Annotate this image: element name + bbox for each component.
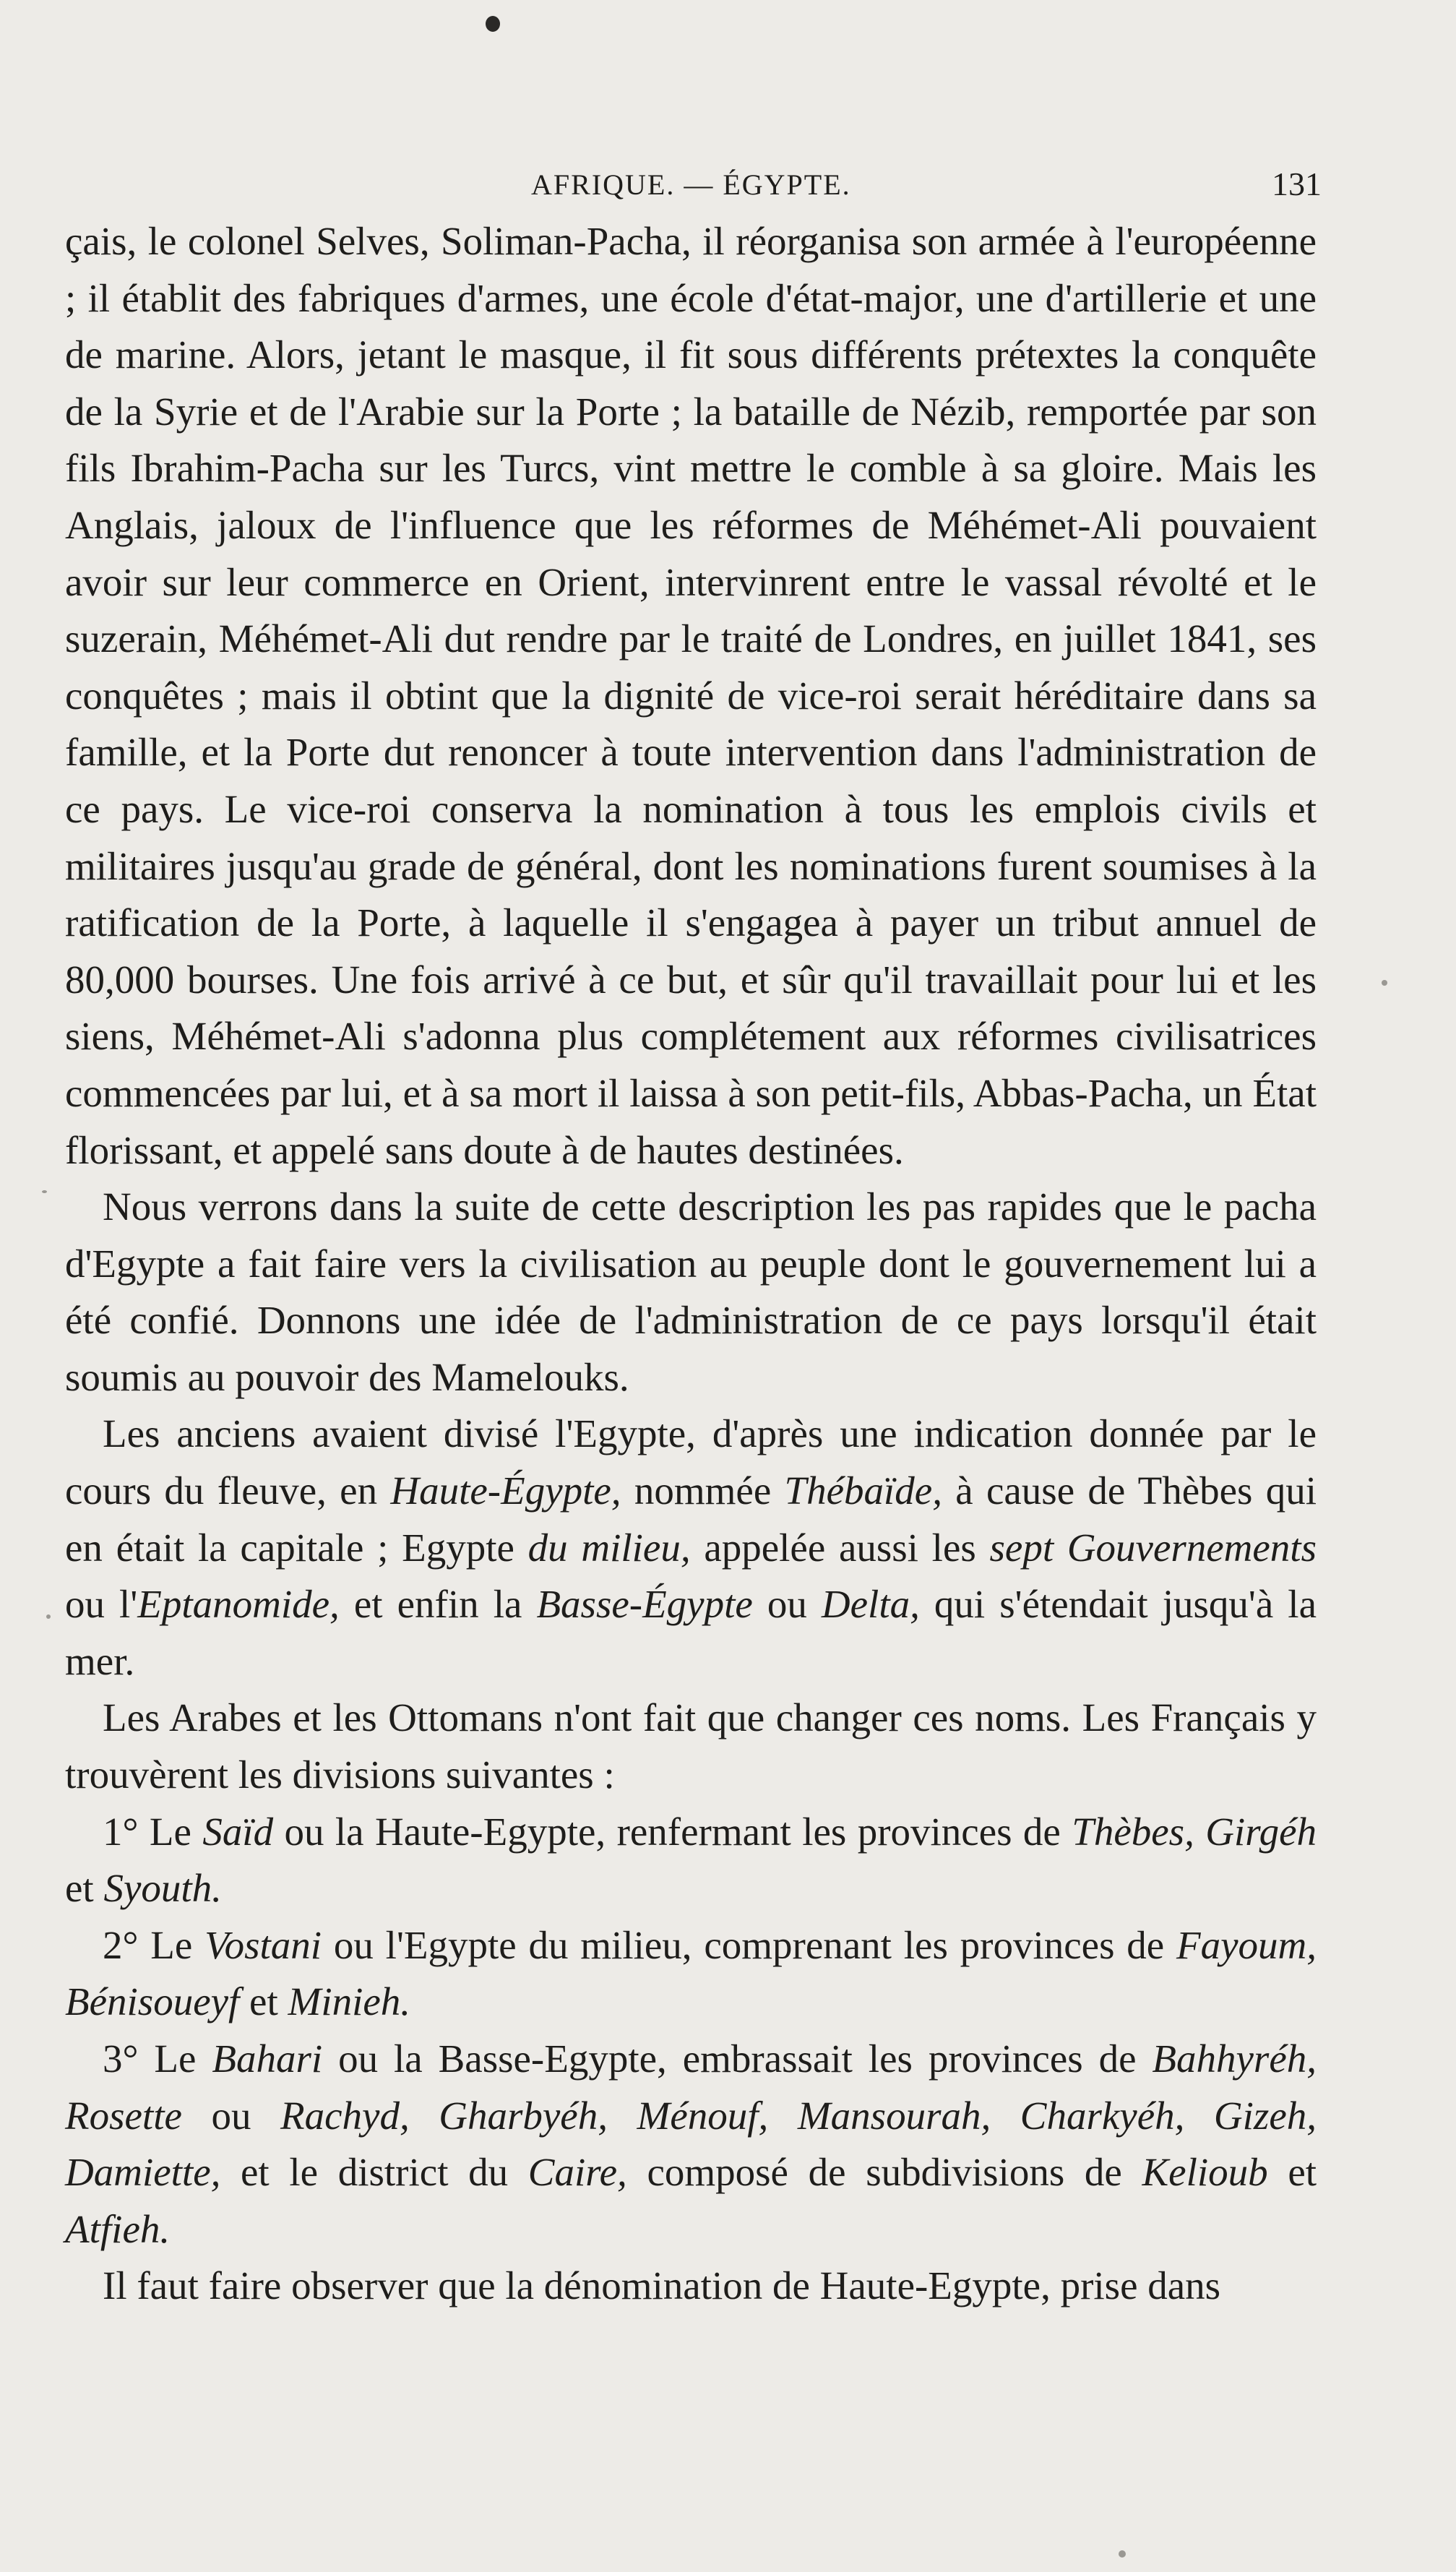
paper-speck	[42, 1190, 47, 1193]
paragraph	[65, 1690, 1317, 1803]
text-run: et enfin la	[339, 1582, 537, 1627]
text-run: Il faut faire observer que la dénomination de Haute-Egypte, prise dans	[103, 2263, 1221, 2308]
italic-term: Haute-Égypte,	[390, 1468, 621, 1513]
italic-term: Eptanomide,	[137, 1582, 340, 1627]
text-run: et	[65, 1866, 104, 1911]
text-run: ou l'	[65, 1582, 138, 1627]
paper-speck	[46, 1614, 51, 1619]
text-run: Nous verrons dans la suite de cette description les pas rapides que le pacha d'Egypte a fait faire vers la civilisation au peuple dont le gouvernement lui a été confié. Donnons une idée de l'administration de ce pays lorsqu'il était soumis au pouvoir des Mamelouks.	[65, 1184, 1317, 1399]
body-text	[65, 213, 1317, 2315]
italic-term: Syouth.	[103, 1866, 222, 1911]
paragraph	[65, 1406, 1317, 1690]
italic-term: Bahhyréh, Rosette	[65, 2036, 1317, 2138]
text-run: et	[1267, 2150, 1317, 2195]
text-run: Les anciens avaient divisé l'Egypte, d'après une indication donnée par le cours du fleuve, en	[65, 1411, 1317, 1513]
italic-term: Delta,	[821, 1582, 920, 1627]
page-number: 131	[1272, 165, 1322, 202]
italic-term: Bahari	[212, 2036, 323, 2081]
text-run: et le district du	[220, 2150, 528, 2195]
text-run: à cause de Thèbes qui en était la capitale ; Egypte	[65, 1468, 1317, 1570]
paper-speck	[1119, 2550, 1126, 2558]
italic-term: Vostani	[204, 1922, 322, 1967]
italic-term: Caire,	[527, 2150, 627, 2195]
ink-dot	[486, 16, 500, 32]
text-run: ou la Haute-Egypte, renfermant les provinces de	[273, 1809, 1072, 1854]
text-run: ou	[752, 1582, 822, 1627]
paper-speck	[1382, 980, 1387, 986]
italic-term: sept Gouvernements	[989, 1525, 1317, 1570]
italic-term: Basse-Égypte	[536, 1582, 753, 1627]
italic-term: Minieh.	[288, 1979, 411, 2024]
text-run: qui s'étendait jusqu'à la mer.	[65, 1582, 1317, 1683]
paragraph	[65, 1179, 1317, 1406]
text-run: et	[239, 1979, 288, 2024]
italic-term: Saïd	[202, 1809, 274, 1854]
text-run: 2° Le	[103, 1922, 205, 1967]
paragraph	[65, 1804, 1317, 1917]
text-run: 1° Le	[103, 1809, 203, 1854]
text-run: appelée aussi les	[690, 1525, 990, 1570]
italic-term: Kelioub	[1142, 2150, 1268, 2195]
text-run: 3° Le	[103, 2036, 212, 2081]
italic-term: Atfieh.	[65, 2206, 171, 2251]
text-run: ou la Basse-Egypte, embrassait les provinces de	[322, 2036, 1153, 2081]
paragraph	[65, 2258, 1317, 2315]
paragraph	[65, 2031, 1317, 2258]
text-run: nommée	[621, 1468, 785, 1513]
italic-term: Thèbes, Girgéh	[1072, 1809, 1317, 1854]
running-title: AFRIQUE. — ÉGYPTE.	[531, 168, 851, 201]
text-run: composé de subdivisions de	[626, 2150, 1142, 2195]
text-run: çais, le colonel Selves, Soliman-Pacha, il réorganisa son armée à l'européenne ; il établit des fabriques d'armes, une école d'état-major, une d'artillerie et une de marine. Alors, jetant le masque, il fit sous différents prétextes la conquête de la Syrie et de l'Arabie sur la Porte ; la bataille de Nézib, remportée par son fils Ibrahim-Pacha sur les Turcs, vint mettre le comble à sa gloire. Mais les Anglais, jaloux de l'influence que les réformes de Méhémet-Ali pouvaient avoir sur leur commerce en Orient, intervinrent entre le vassal révolté et le suzerain, Méhémet-Ali dut rendre par le traité de Londres, en juillet 1841, ses conquêtes ; mais il obtint que la dignité de vice-roi serait héréditaire dans sa famille, et la Porte dut renoncer à toute intervention dans l'administration de ce pays. Le vice-roi conserva la nomination à tous les emplois civils et militaires jusqu'au grade de général, dont les nominations furent soumises à la ratification de la Porte, à laquelle il s'engagea à payer un tribut annuel de 80,000 bourses. Une fois arrivé à ce but, et sûr qu'il travaillait pour lui et les siens, Méhémet-Ali s'adonna plus complétement aux réformes civilisatrices commencées par lui, et à sa mort il laissa à son petit-fils, Abbas-Pacha, un État florissant, et appelé sans doute à de hautes destinées.	[65, 219, 1317, 1172]
text-run: Les Arabes et les Ottomans n'ont fait que changer ces noms. Les Français y trouvèrent les divisions suivantes :	[65, 1695, 1317, 1797]
text-run: ou l'Egypte du milieu, comprenant les provinces de	[322, 1922, 1176, 1967]
italic-term: Rachyd, Gharbyéh, Ménouf, Mansourah, Charkyéh, Gizeh, Damiette,	[65, 2093, 1317, 2195]
text-run: ou	[181, 2093, 281, 2138]
italic-term: du milieu,	[527, 1525, 691, 1570]
italic-term: Fayoum, Bénisoueyf	[65, 1922, 1317, 2024]
paragraph	[65, 1917, 1317, 2031]
paragraph	[65, 213, 1317, 1179]
italic-term: Thébaïde,	[784, 1468, 942, 1513]
